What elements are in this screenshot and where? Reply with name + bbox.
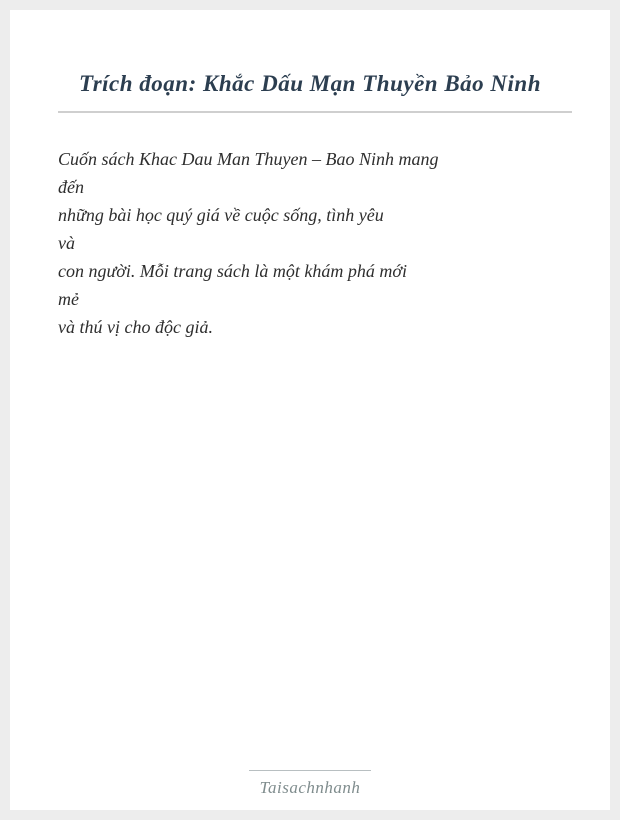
excerpt-line: những bài học quý giá về cuộc sống, tình yêu [58, 204, 384, 225]
footer-brand: Taisachnhanh [259, 778, 361, 797]
footer-divider [249, 770, 371, 771]
document-card [10, 10, 610, 810]
title-divider [58, 111, 572, 113]
excerpt-line: mẻ [58, 288, 79, 309]
excerpt-line: con người. Mỗi trang sách là một khám phá mới [58, 260, 408, 281]
excerpt-line: và thú vị cho độc giả. [58, 316, 213, 337]
footer [10, 770, 610, 798]
excerpt-body [10, 145, 610, 341]
page-title: Trích đoạn: Khắc Dấu Mạn Thuyền Bảo Ninh [79, 71, 541, 96]
excerpt-line: và [58, 232, 75, 253]
excerpt-line: đến [58, 176, 84, 197]
excerpt-line: Cuốn sách Khac Dau Man Thuyen – Bao Ninh mang [58, 148, 439, 169]
